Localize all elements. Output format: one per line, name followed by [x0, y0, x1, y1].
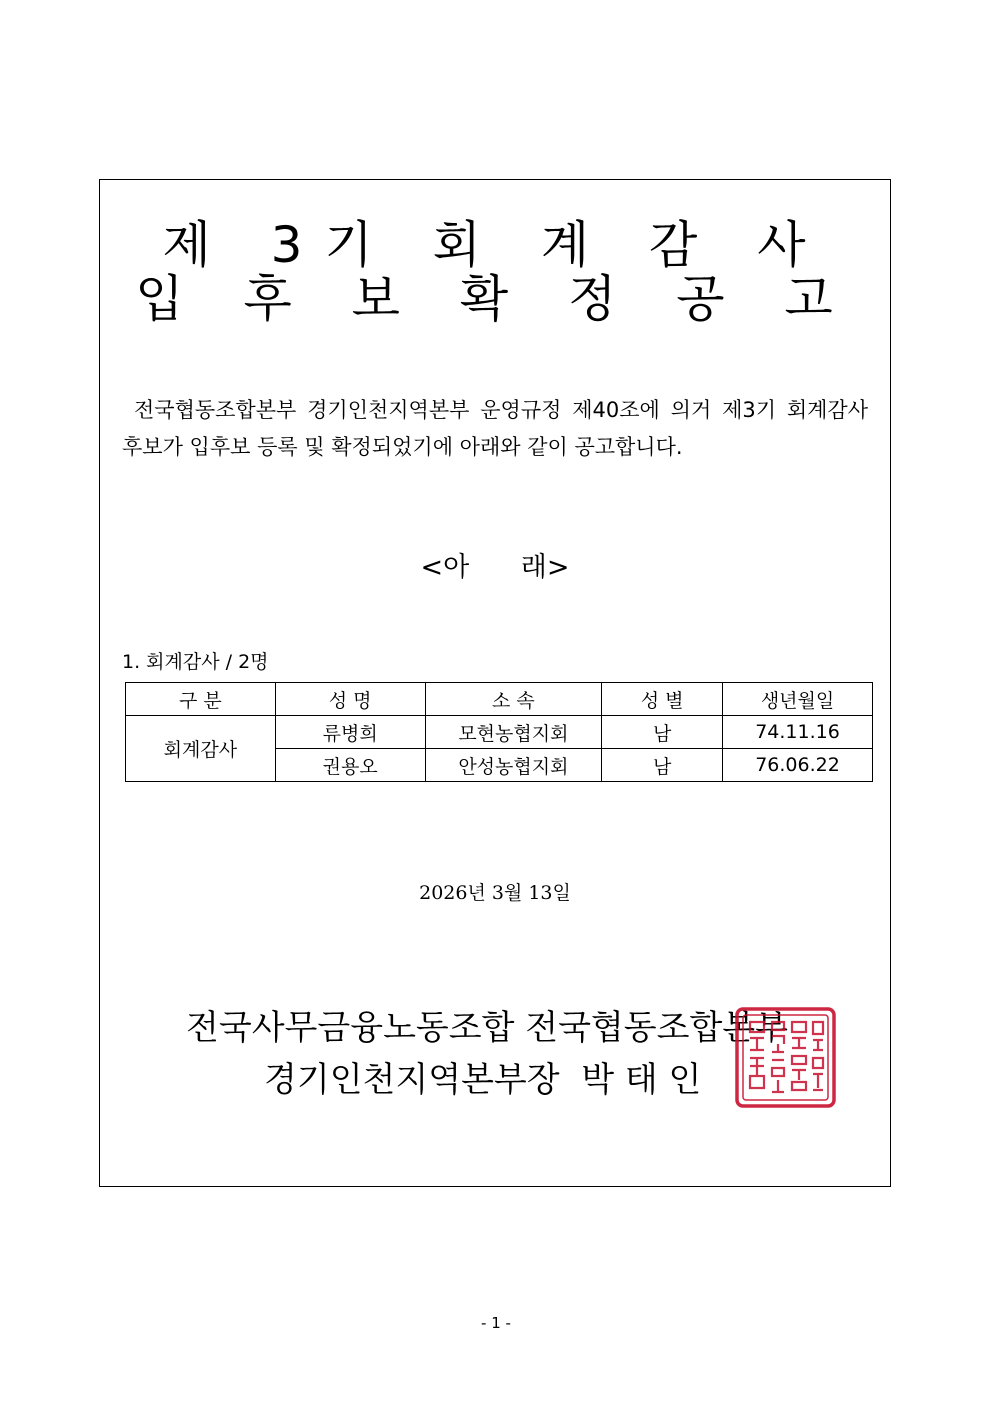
header-name: 성 명 — [275, 683, 425, 716]
notice-date: 2026년 3월 13일 — [419, 882, 571, 904]
candidate-affiliation: 모현농협지회 — [425, 716, 602, 749]
table-header-row — [126, 683, 873, 716]
title-line-2: 입 후 보 확 정 공 고 — [135, 270, 855, 328]
candidate-birthdate: 76.06.22 — [723, 749, 873, 782]
table-row — [126, 716, 873, 749]
candidate-gender: 남 — [602, 716, 723, 749]
signature-title-line: 경기인천지역본부장 박 태 인 — [264, 1060, 702, 1100]
candidate-gender: 남 — [602, 749, 723, 782]
notice-paragraph-text: 전국협동조합본부 경기인천지역본부 운영규정 제40조에 의거 제3기 회계감사 후보가 입후보 등록 및 확정되었기에 아래와 같이 공고합니다. — [122, 398, 868, 459]
candidate-name: 권용오 — [275, 749, 425, 782]
candidate-birthdate: 74.11.16 — [723, 716, 873, 749]
candidate-name: 류병희 — [275, 716, 425, 749]
header-category: 구 분 — [126, 683, 276, 716]
category-cell: 회계감사 — [126, 716, 276, 782]
candidate-affiliation: 안성농협지회 — [425, 749, 602, 782]
header-birthdate: 생년월일 — [723, 683, 873, 716]
page-number: - 1 - — [481, 1314, 511, 1332]
header-gender: 성 별 — [602, 683, 723, 716]
title-line-1: 제 3기 회 계 감 사 — [162, 216, 828, 274]
notice-frame — [99, 179, 891, 1187]
header-affiliation: 소 속 — [425, 683, 602, 716]
official-seal-icon — [734, 1006, 837, 1109]
section-label: 1. 회계감사 / 2명 — [122, 651, 269, 673]
annex-heading: <아 래> — [420, 552, 570, 583]
signature-org-line: 전국사무금융노동조합 전국협동조합본부 — [186, 1008, 788, 1048]
notice-paragraph — [122, 392, 868, 466]
candidate-table — [125, 682, 873, 782]
